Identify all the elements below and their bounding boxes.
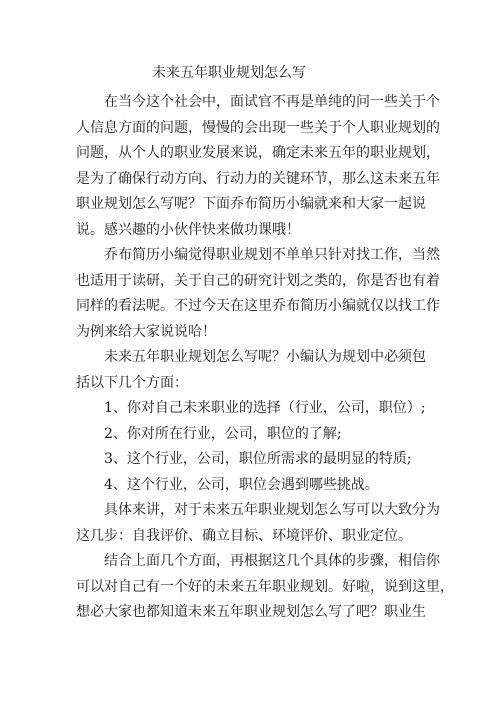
paragraph-line: 同样的看法呢。不过今天在这里乔布简历小编就仅以找工作 [76, 298, 440, 314]
paragraph-line: 职业规划怎么写呢？下面乔布简历小编就来和大家一起说 [76, 196, 426, 212]
document-title: 未来五年职业规划怎么写 [152, 65, 306, 81]
list-item: 1、你对自己未来职业的选择（行业，公司，职位）; [104, 400, 426, 416]
paragraph-line: 乔布简历小编觉得职业规划不单单只针对找工作，当然 [104, 247, 440, 263]
paragraph-line: 为例来给大家说说哈！ [76, 323, 216, 340]
paragraph-line: 说。感兴趣的小伙伴快来做功课哦！ [76, 221, 300, 238]
paragraph-line: 问题，从个人的职业发展来说，确定未来五年的职业规划， [76, 145, 440, 161]
list-item: 2、你对所在行业，公司，职位的了解; [104, 425, 342, 442]
paragraph-line: 结合上面几个方面，再根据这几个具体的步骤，相信你 [104, 553, 440, 569]
paragraph-line: 未来五年职业规划怎么写呢？小编认为规划中必须包 [104, 349, 426, 365]
paragraph-line: 具体来讲，对于未来五年职业规划怎么写可以大致分为 [104, 502, 440, 518]
paragraph-line: 这几步：自我评价、确立目标、环境评价、职业定位。 [76, 527, 412, 544]
paragraph-line: 在当今这个社会中，面试官不再是单纯的问一些关于个 [104, 94, 440, 110]
paragraph-line: 括以下几个方面： [76, 374, 188, 391]
paragraph-line: 想必大家也都知道未来五年职业规划怎么写了吧？职业生 [76, 604, 426, 620]
list-item: 3、这个行业，公司，职位所需求的最明显的特质; [104, 451, 412, 467]
paragraph-line: 可以对自己有一个好的未来五年职业规划。好啦，说到这里， [76, 578, 454, 595]
paragraph-line: 人信息方面的问题，慢慢的会出现一些关于个人职业规划的 [76, 119, 440, 136]
paragraph-line: 是为了确保行动方向、行动力的关键环节，那么这未来五年 [76, 170, 440, 187]
list-item: 4、这个行业，公司，职位会遇到哪些挑战。 [104, 476, 379, 493]
paragraph-line: 也适用于读研，关于自己的研究计划之类的，你是否也有着 [76, 272, 440, 289]
document-body [76, 90, 454, 626]
